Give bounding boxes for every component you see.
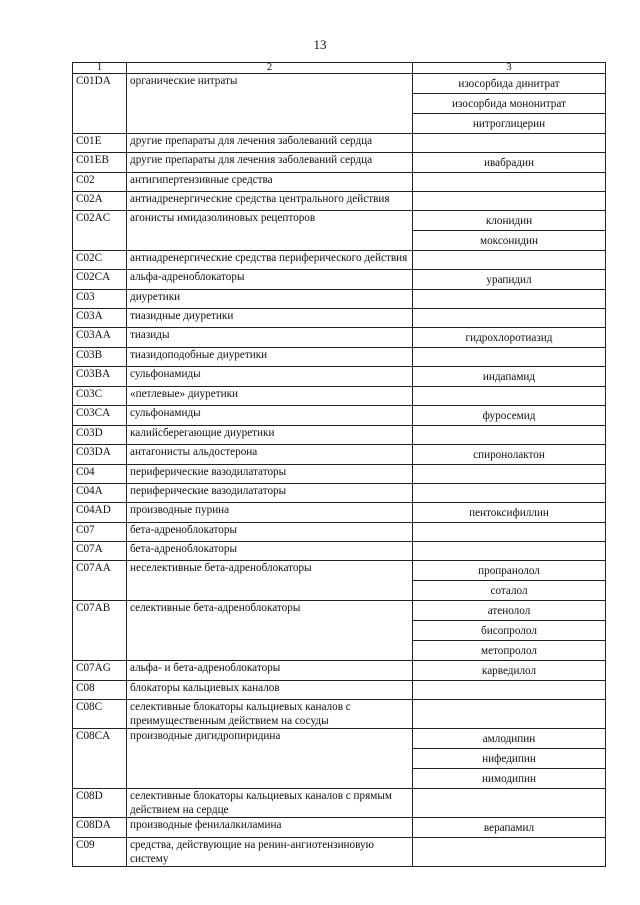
drug-names-cell [413,542,606,561]
drug-name: клонидин [413,211,605,231]
table-row [73,309,606,328]
drug-names-cell [413,406,606,426]
description-cell: тиазиды [127,328,413,348]
table-row [73,74,606,134]
drug-names-cell [413,601,606,661]
atc-code-cell: C02A [73,192,127,211]
table-row [73,789,606,818]
drug-names-cell [413,503,606,523]
description-cell: селективные блокаторы кальциевых каналов с прямым действием на сердце [127,789,413,818]
table-row [73,387,606,406]
description-cell: тиазидные диуретики [127,309,413,328]
description-cell: другие препараты для лечения заболеваний сердца [127,153,413,173]
table-row [73,251,606,270]
table-row [73,348,606,367]
drug-name: атенолол [413,601,605,621]
description-cell: сульфонамиды [127,406,413,426]
description-cell: бета-адреноблокаторы [127,523,413,542]
drug-name: бисопролол [413,621,605,641]
description-cell: селективные бета-адреноблокаторы [127,601,413,661]
table-row [73,523,606,542]
atc-code-cell: C07AA [73,561,127,601]
table-row [73,328,606,348]
description-cell: антиадренергические средства центрального действия [127,192,413,211]
table-row [73,503,606,523]
drug-names-cell [413,681,606,700]
atc-code-cell: C03A [73,309,127,328]
atc-code-cell: C01E [73,134,127,153]
atc-code-cell: C04AD [73,503,127,523]
table-row [73,426,606,445]
table-header [73,63,606,74]
drug-names-cell [413,661,606,681]
table-row [73,465,606,484]
drug-names-cell [413,523,606,542]
drug-name: фуросемид [482,410,536,422]
atc-code-cell: C08D [73,789,127,818]
description-cell: альфа-адреноблокаторы [127,270,413,290]
atc-code-cell: C08C [73,700,127,729]
table-body [73,74,606,867]
atc-code-cell: C03CA [73,406,127,426]
table-row [73,153,606,173]
description-cell: калийсберегающие диуретики [127,426,413,445]
table-row [73,192,606,211]
table-row [73,681,606,700]
page-number: 13 [313,37,327,52]
drug-names-cell [413,729,606,789]
table-row [73,542,606,561]
atc-code-cell: C09 [73,838,127,867]
atc-code-cell: C03B [73,348,127,367]
drug-names-cell [413,838,606,867]
drug-names-cell [413,445,606,465]
drug-names-cell [413,387,606,406]
atc-code-cell: C03D [73,426,127,445]
atc-code-cell: C08DA [73,818,127,838]
description-cell: альфа- и бета-адреноблокаторы [127,661,413,681]
drug-name: изосорбида мононитрат [413,94,605,114]
table-row [73,561,606,601]
drug-name: ивабрадин [483,157,534,169]
atc-code-cell: C03BA [73,367,127,387]
atc-code-cell: C01DA [73,74,127,134]
drug-name: нимодипин [482,773,536,785]
header-col-1: 1 [73,63,127,74]
description-cell: агонисты имидазолиновых рецепторов [127,211,413,251]
header-col-3: 3 [413,63,606,74]
drug-name: нитроглицерин [472,118,546,130]
description-cell: селективные блокаторы кальциевых каналов с преимущественным действием на сосуды [127,700,413,729]
drug-names-cell [413,251,606,270]
description-cell: антигипертензивные средства [127,173,413,192]
description-cell: тиазидоподобные диуретики [127,348,413,367]
table-row [73,173,606,192]
drug-names-cell [413,561,606,601]
table-row [73,367,606,387]
description-cell: производные пурина [127,503,413,523]
atc-code-cell: C07AB [73,601,127,661]
drug-name: индапамид [482,371,536,383]
drug-names-cell [413,700,606,729]
description-cell: антагонисты альдостерона [127,445,413,465]
drug-names-cell [413,153,606,173]
drug-name: урапидил [486,274,532,286]
table-row [73,445,606,465]
table-row [73,818,606,838]
drug-name: гидрохлоротиазид [465,332,553,344]
description-cell: антиадренергические средства периферического действия [127,251,413,270]
description-cell: периферические вазодилататоры [127,465,413,484]
drug-names-cell [413,818,606,838]
header-row [73,63,606,74]
atc-code-cell: C03C [73,387,127,406]
description-cell: средства, действующие на ренин-ангиотензиновую систему [127,838,413,867]
drug-name: соталол [490,585,528,597]
description-cell: неселективные бета-адреноблокаторы [127,561,413,601]
drug-name: пропранолол [413,561,605,581]
table-row [73,134,606,153]
table-row [73,270,606,290]
drug-names-cell [413,134,606,153]
table-row [73,601,606,661]
description-cell: другие препараты для лечения заболеваний сердца [127,134,413,153]
atc-code-cell: C02CA [73,270,127,290]
table-row [73,729,606,789]
drug-names-cell [413,192,606,211]
atc-code-cell: C04A [73,484,127,503]
description-cell: производные фенилалкиламина [127,818,413,838]
atc-code-cell: C07A [73,542,127,561]
table-row [73,290,606,309]
drug-names-cell [413,348,606,367]
table-row [73,406,606,426]
drug-names-cell [413,465,606,484]
drug-names-cell [413,173,606,192]
atc-code-cell: C02AC [73,211,127,251]
drug-names-cell [413,309,606,328]
atc-code-cell: C02 [73,173,127,192]
atc-code-cell: C03DA [73,445,127,465]
drug-name: спиронолактон [473,449,545,461]
drug-names-cell [413,789,606,818]
drug-name: нифедипин [413,749,605,769]
drug-names-cell [413,74,606,134]
description-cell: сульфонамиды [127,367,413,387]
description-cell: бета-адреноблокаторы [127,542,413,561]
atc-code-cell: C07 [73,523,127,542]
description-cell: «петлевые» диуретики [127,387,413,406]
drug-names-cell [413,211,606,251]
header-col-2: 2 [127,63,413,74]
atc-code-cell: C03 [73,290,127,309]
table-row [73,484,606,503]
description-cell: производные дигидропиридина [127,729,413,789]
drug-name: изосорбида динитрат [413,74,605,94]
drug-name: пентоксифиллин [469,507,549,519]
table-row [73,211,606,251]
atc-code-cell: C04 [73,465,127,484]
description-cell: диуретики [127,290,413,309]
drug-name: амлодипин [413,729,605,749]
table-row [73,661,606,681]
table-row [73,700,606,729]
atc-code-cell: C08CA [73,729,127,789]
description-cell: блокаторы кальциевых каналов [127,681,413,700]
description-cell: периферические вазодилататоры [127,484,413,503]
drug-names-cell [413,367,606,387]
atc-code-cell: C03AA [73,328,127,348]
drug-name: карведилол [481,665,537,677]
atc-code-cell: C08 [73,681,127,700]
drug-name: моксонидин [479,235,539,247]
drug-names-cell [413,426,606,445]
drug-names-cell [413,328,606,348]
atc-code-cell: C01EB [73,153,127,173]
atc-code-cell: C02C [73,251,127,270]
description-cell: органические нитраты [127,74,413,134]
drug-names-cell [413,484,606,503]
drug-names-cell [413,290,606,309]
drug-names-cell [413,270,606,290]
drug-name: верапамил [483,822,535,834]
atc-code-cell: C07AG [73,661,127,681]
drug-name: метопролол [480,645,538,657]
atc-drug-table [72,62,606,867]
table-row [73,838,606,867]
